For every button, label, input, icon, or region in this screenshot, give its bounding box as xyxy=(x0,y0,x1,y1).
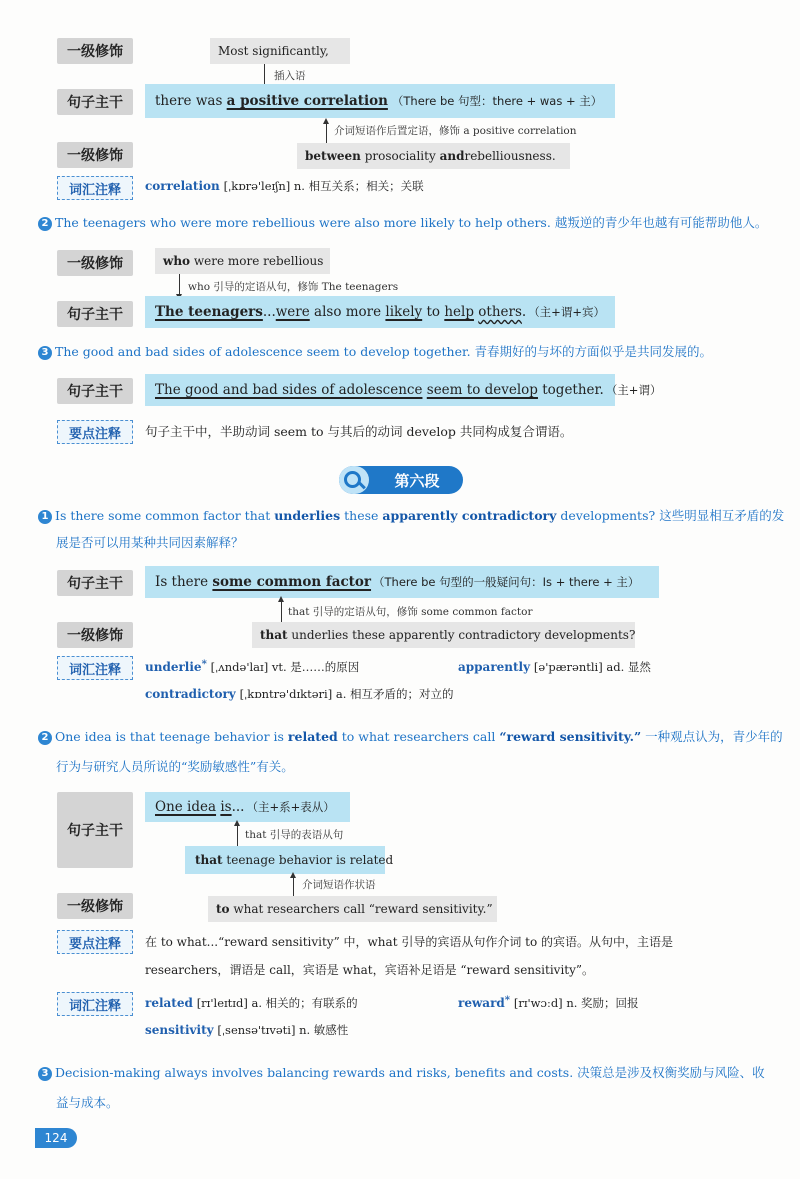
arrow-icon xyxy=(237,824,238,846)
vocab-entry: reward* [rɪ'wɔːd] n. 奖励；回报 xyxy=(458,995,639,1010)
label-main-clause: 句子主干 xyxy=(57,570,133,596)
arrow-icon xyxy=(281,600,282,624)
label-level1-modifier: 一级修饰 xyxy=(57,38,133,64)
p6-sentence-3: 3 Decision-making always involves balancing rewards and risks, benefits and costs. 决策总是涉及权衡奖励与风险、收 xyxy=(38,1061,765,1085)
search-icon xyxy=(339,466,369,494)
main-clause-box: One idea is ... （主+系+表从） xyxy=(145,792,350,822)
vocab-entry: apparently [ə'pærəntli] ad. 显然 xyxy=(458,660,651,674)
vocab-entry: correlation [ˌkɒrə'leɪʃn] n. 相互关系；相关；关联 xyxy=(145,179,424,193)
main-clause-box: The good and bad sides of adolescence seem to develop together. （主+谓） xyxy=(145,374,615,406)
key-note-text-cont: researchers，谓语是 call，宾语是 what，宾语补足语是 “reward sensitivity”。 xyxy=(145,963,595,977)
p6-sentence-1-cont: 展是否可以用某种共同因素解释？ xyxy=(56,535,244,550)
vocab-entry: sensitivity [ˌsensə'tɪvəti] n. 敏感性 xyxy=(145,1023,349,1037)
vocab-entry: underlie* [ˌʌndə'laɪ] vt. 是……的原因 xyxy=(145,659,360,674)
label-level1-modifier: 一级修饰 xyxy=(57,142,133,168)
modifier-box-who: who were more rebellious xyxy=(155,248,330,274)
modifier-box-interjection: Most significantly, xyxy=(210,38,350,64)
arrow-icon xyxy=(264,64,265,86)
arrow-icon xyxy=(326,122,327,144)
key-note-text: 句子主干中，半助动词 seem to 与其后的动词 develop 共同构成复合谓语。 xyxy=(145,424,573,439)
p6-sentence-2: 2 One idea is that teenage behavior is related to what researchers call “reward sensitivity.” 一种观点认为，青少年的 xyxy=(38,725,783,749)
label-key-note: 要点注释 xyxy=(57,420,133,444)
arrow-note: who 引导的定语从句，修饰 The teenagers xyxy=(188,281,399,293)
vocab-entry: related [rɪ'leɪtɪd] a. 相关的；有联系的 xyxy=(145,996,358,1010)
section-header xyxy=(339,466,463,494)
main-clause-box: there was a positive correlation （There be 句型：there + was + 主） xyxy=(145,84,615,118)
p6-sentence-3-cont: 益与成本。 xyxy=(56,1095,119,1110)
label-level1-modifier: 一级修饰 xyxy=(57,250,133,276)
key-note-text: 在 to what...“reward sensitivity” 中，what 引导的宾语从句作介词 to 的宾语。从句中，主语是 xyxy=(145,935,674,949)
label-main-clause: 句子主干 xyxy=(57,301,133,327)
arrow-icon xyxy=(293,876,294,898)
p6-sentence-1: 1 Is there some common factor that underlies these apparently contradictory developments? 这些明显相互矛盾的发 xyxy=(38,504,784,528)
section-title: 第六段 xyxy=(394,471,440,490)
label-main-clause: 句子主干 xyxy=(57,792,133,868)
label-main-clause: 句子主干 xyxy=(57,378,133,404)
arrow-note: that 引导的表语从句 xyxy=(245,829,344,841)
main-clause-box: Is there some common factor （There be 句型的一般疑问句：Is + there + 主） xyxy=(145,566,659,598)
arrow-icon xyxy=(179,274,180,296)
label-key-note: 要点注释 xyxy=(57,930,133,954)
predicative-clause-box: that teenage behavior is related xyxy=(185,846,385,874)
label-level1-modifier: 一级修饰 xyxy=(57,893,133,919)
modifier-box-between: between prosociality and rebelliousness. xyxy=(297,143,570,169)
sentence-3: 3 The good and bad sides of adolescence seem to develop together. 青春期好的与坏的方面似乎是共同发展的。 xyxy=(38,340,712,364)
main-clause-box: The teenagers ... were also more likely to help others . （主+谓+宾） xyxy=(145,296,615,328)
sentence-2: 2 The teenagers who were more rebellious were also more likely to help others. 越叛逆的青少年也越有可能帮助他人。 xyxy=(38,211,767,235)
modifier-box-that: that underlies these apparently contradictory developments? xyxy=(252,622,635,648)
arrow-note: that 引导的定语从句，修饰 some common factor xyxy=(288,606,533,618)
label-vocab: 词汇注释 xyxy=(57,176,133,200)
arrow-note: 插入语 xyxy=(274,70,306,82)
p6-sentence-2-cont: 行为与研究人员所说的“奖励敏感性”有关。 xyxy=(56,759,294,774)
vocab-entry: contradictory [ˌkɒntrə'dɪktəri] a. 相互矛盾的；对立的 xyxy=(145,687,454,701)
arrow-note: 介词短语作后置定语，修饰 a positive correlation xyxy=(334,125,577,137)
label-main-clause: 句子主干 xyxy=(57,89,133,115)
arrow-note: 介词短语作状语 xyxy=(302,879,376,891)
label-level1-modifier: 一级修饰 xyxy=(57,622,133,648)
page-number: 124 xyxy=(35,1128,77,1148)
modifier-box-to: to what researchers call “reward sensitivity.” xyxy=(208,896,497,922)
label-vocab: 词汇注释 xyxy=(57,656,133,680)
label-vocab: 词汇注释 xyxy=(57,992,133,1016)
